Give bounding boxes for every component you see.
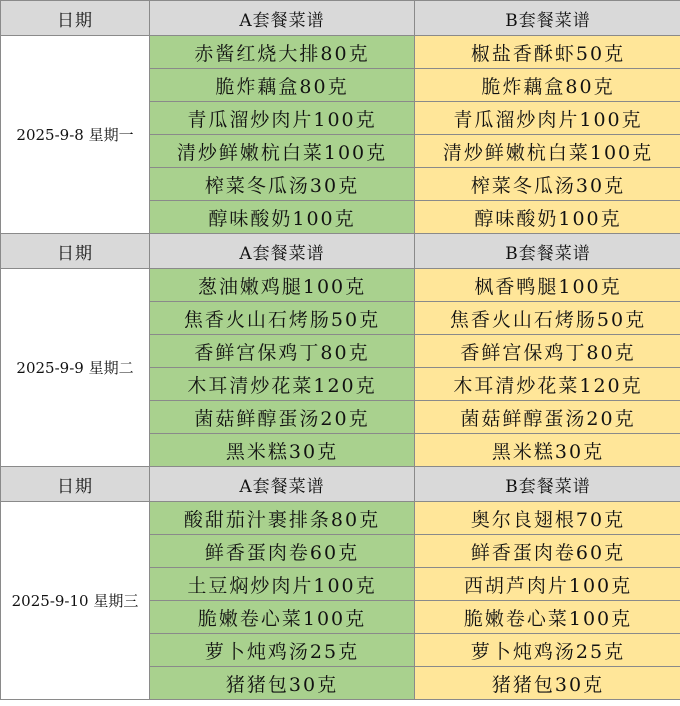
b-menu-dish-cell[interactable]: 香鲜宫保鸡丁80克: [415, 335, 680, 368]
b-menu-dish-cell[interactable]: 黑米糕30克: [415, 434, 680, 467]
b-menu-dish-cell[interactable]: 猪猪包30克: [415, 667, 680, 700]
a-menu-dish-cell[interactable]: 青瓜溜炒肉片100克: [150, 102, 415, 135]
b-menu-dish-cell[interactable]: 木耳清炒花菜120克: [415, 368, 680, 401]
a-menu-header-cell[interactable]: A套餐菜谱: [150, 234, 415, 269]
b-menu-dish-cell[interactable]: 清炒鲜嫩杭白菜100克: [415, 135, 680, 168]
b-menu-dish-cell[interactable]: 枫香鸭腿100克: [415, 269, 680, 302]
date-cell[interactable]: 2025-9-8 星期一: [1, 36, 150, 234]
a-menu-header-cell[interactable]: A套餐菜谱: [150, 1, 415, 36]
a-menu-dish-cell[interactable]: 猪猪包30克: [150, 667, 415, 700]
a-menu-dish-cell[interactable]: 木耳清炒花菜120克: [150, 368, 415, 401]
b-menu-dish-cell[interactable]: 鲜香蛋肉卷60克: [415, 535, 680, 568]
a-menu-dish-cell[interactable]: 香鲜宫保鸡丁80克: [150, 335, 415, 368]
b-menu-dish-cell[interactable]: 醇味酸奶100克: [415, 201, 680, 234]
a-menu-dish-cell[interactable]: 酸甜茄汁裹排条80克: [150, 502, 415, 535]
b-menu-dish-cell[interactable]: 焦香火山石烤肠50克: [415, 302, 680, 335]
a-menu-dish-cell[interactable]: 鲜香蛋肉卷60克: [150, 535, 415, 568]
a-menu-dish-cell[interactable]: 醇味酸奶100克: [150, 201, 415, 234]
a-menu-dish-cell[interactable]: 清炒鲜嫩杭白菜100克: [150, 135, 415, 168]
date-cell[interactable]: 2025-9-10 星期三: [1, 502, 150, 700]
date-header-cell[interactable]: 日期: [1, 234, 150, 269]
b-menu-dish-cell[interactable]: 脆炸藕盒80克: [415, 69, 680, 102]
b-menu-header-cell[interactable]: B套餐菜谱: [415, 467, 680, 502]
a-menu-dish-cell[interactable]: 黑米糕30克: [150, 434, 415, 467]
a-menu-dish-cell[interactable]: 焦香火山石烤肠50克: [150, 302, 415, 335]
a-menu-dish-cell[interactable]: 土豆焖炒肉片100克: [150, 568, 415, 601]
a-menu-dish-cell[interactable]: 脆炸藕盒80克: [150, 69, 415, 102]
a-menu-header-cell[interactable]: A套餐菜谱: [150, 467, 415, 502]
b-menu-dish-cell[interactable]: 萝卜炖鸡汤25克: [415, 634, 680, 667]
date-header-cell[interactable]: 日期: [1, 1, 150, 36]
table-row: [1, 502, 680, 535]
date-header-cell[interactable]: 日期: [1, 467, 150, 502]
b-menu-header-cell[interactable]: B套餐菜谱: [415, 234, 680, 269]
table-row: [1, 269, 680, 302]
b-menu-header-cell[interactable]: B套餐菜谱: [415, 1, 680, 36]
b-menu-dish-cell[interactable]: 西胡芦肉片100克: [415, 568, 680, 601]
header-row: [1, 234, 680, 269]
header-row: [1, 1, 680, 36]
b-menu-dish-cell[interactable]: 菌菇鲜醇蛋汤20克: [415, 401, 680, 434]
b-menu-dish-cell[interactable]: 榨菜冬瓜汤30克: [415, 168, 680, 201]
header-row: [1, 467, 680, 502]
a-menu-dish-cell[interactable]: 葱油嫩鸡腿100克: [150, 269, 415, 302]
a-menu-dish-cell[interactable]: 萝卜炖鸡汤25克: [150, 634, 415, 667]
b-menu-dish-cell[interactable]: 奥尔良翅根70克: [415, 502, 680, 535]
b-menu-dish-cell[interactable]: 椒盐香酥虾50克: [415, 36, 680, 69]
b-menu-dish-cell[interactable]: 脆嫩卷心菜100克: [415, 601, 680, 634]
a-menu-dish-cell[interactable]: 榨菜冬瓜汤30克: [150, 168, 415, 201]
a-menu-dish-cell[interactable]: 赤酱红烧大排80克: [150, 36, 415, 69]
a-menu-dish-cell[interactable]: 脆嫩卷心菜100克: [150, 601, 415, 634]
date-cell[interactable]: 2025-9-9 星期二: [1, 269, 150, 467]
a-menu-dish-cell[interactable]: 菌菇鲜醇蛋汤20克: [150, 401, 415, 434]
b-menu-dish-cell[interactable]: 青瓜溜炒肉片100克: [415, 102, 680, 135]
table-row: [1, 36, 680, 69]
